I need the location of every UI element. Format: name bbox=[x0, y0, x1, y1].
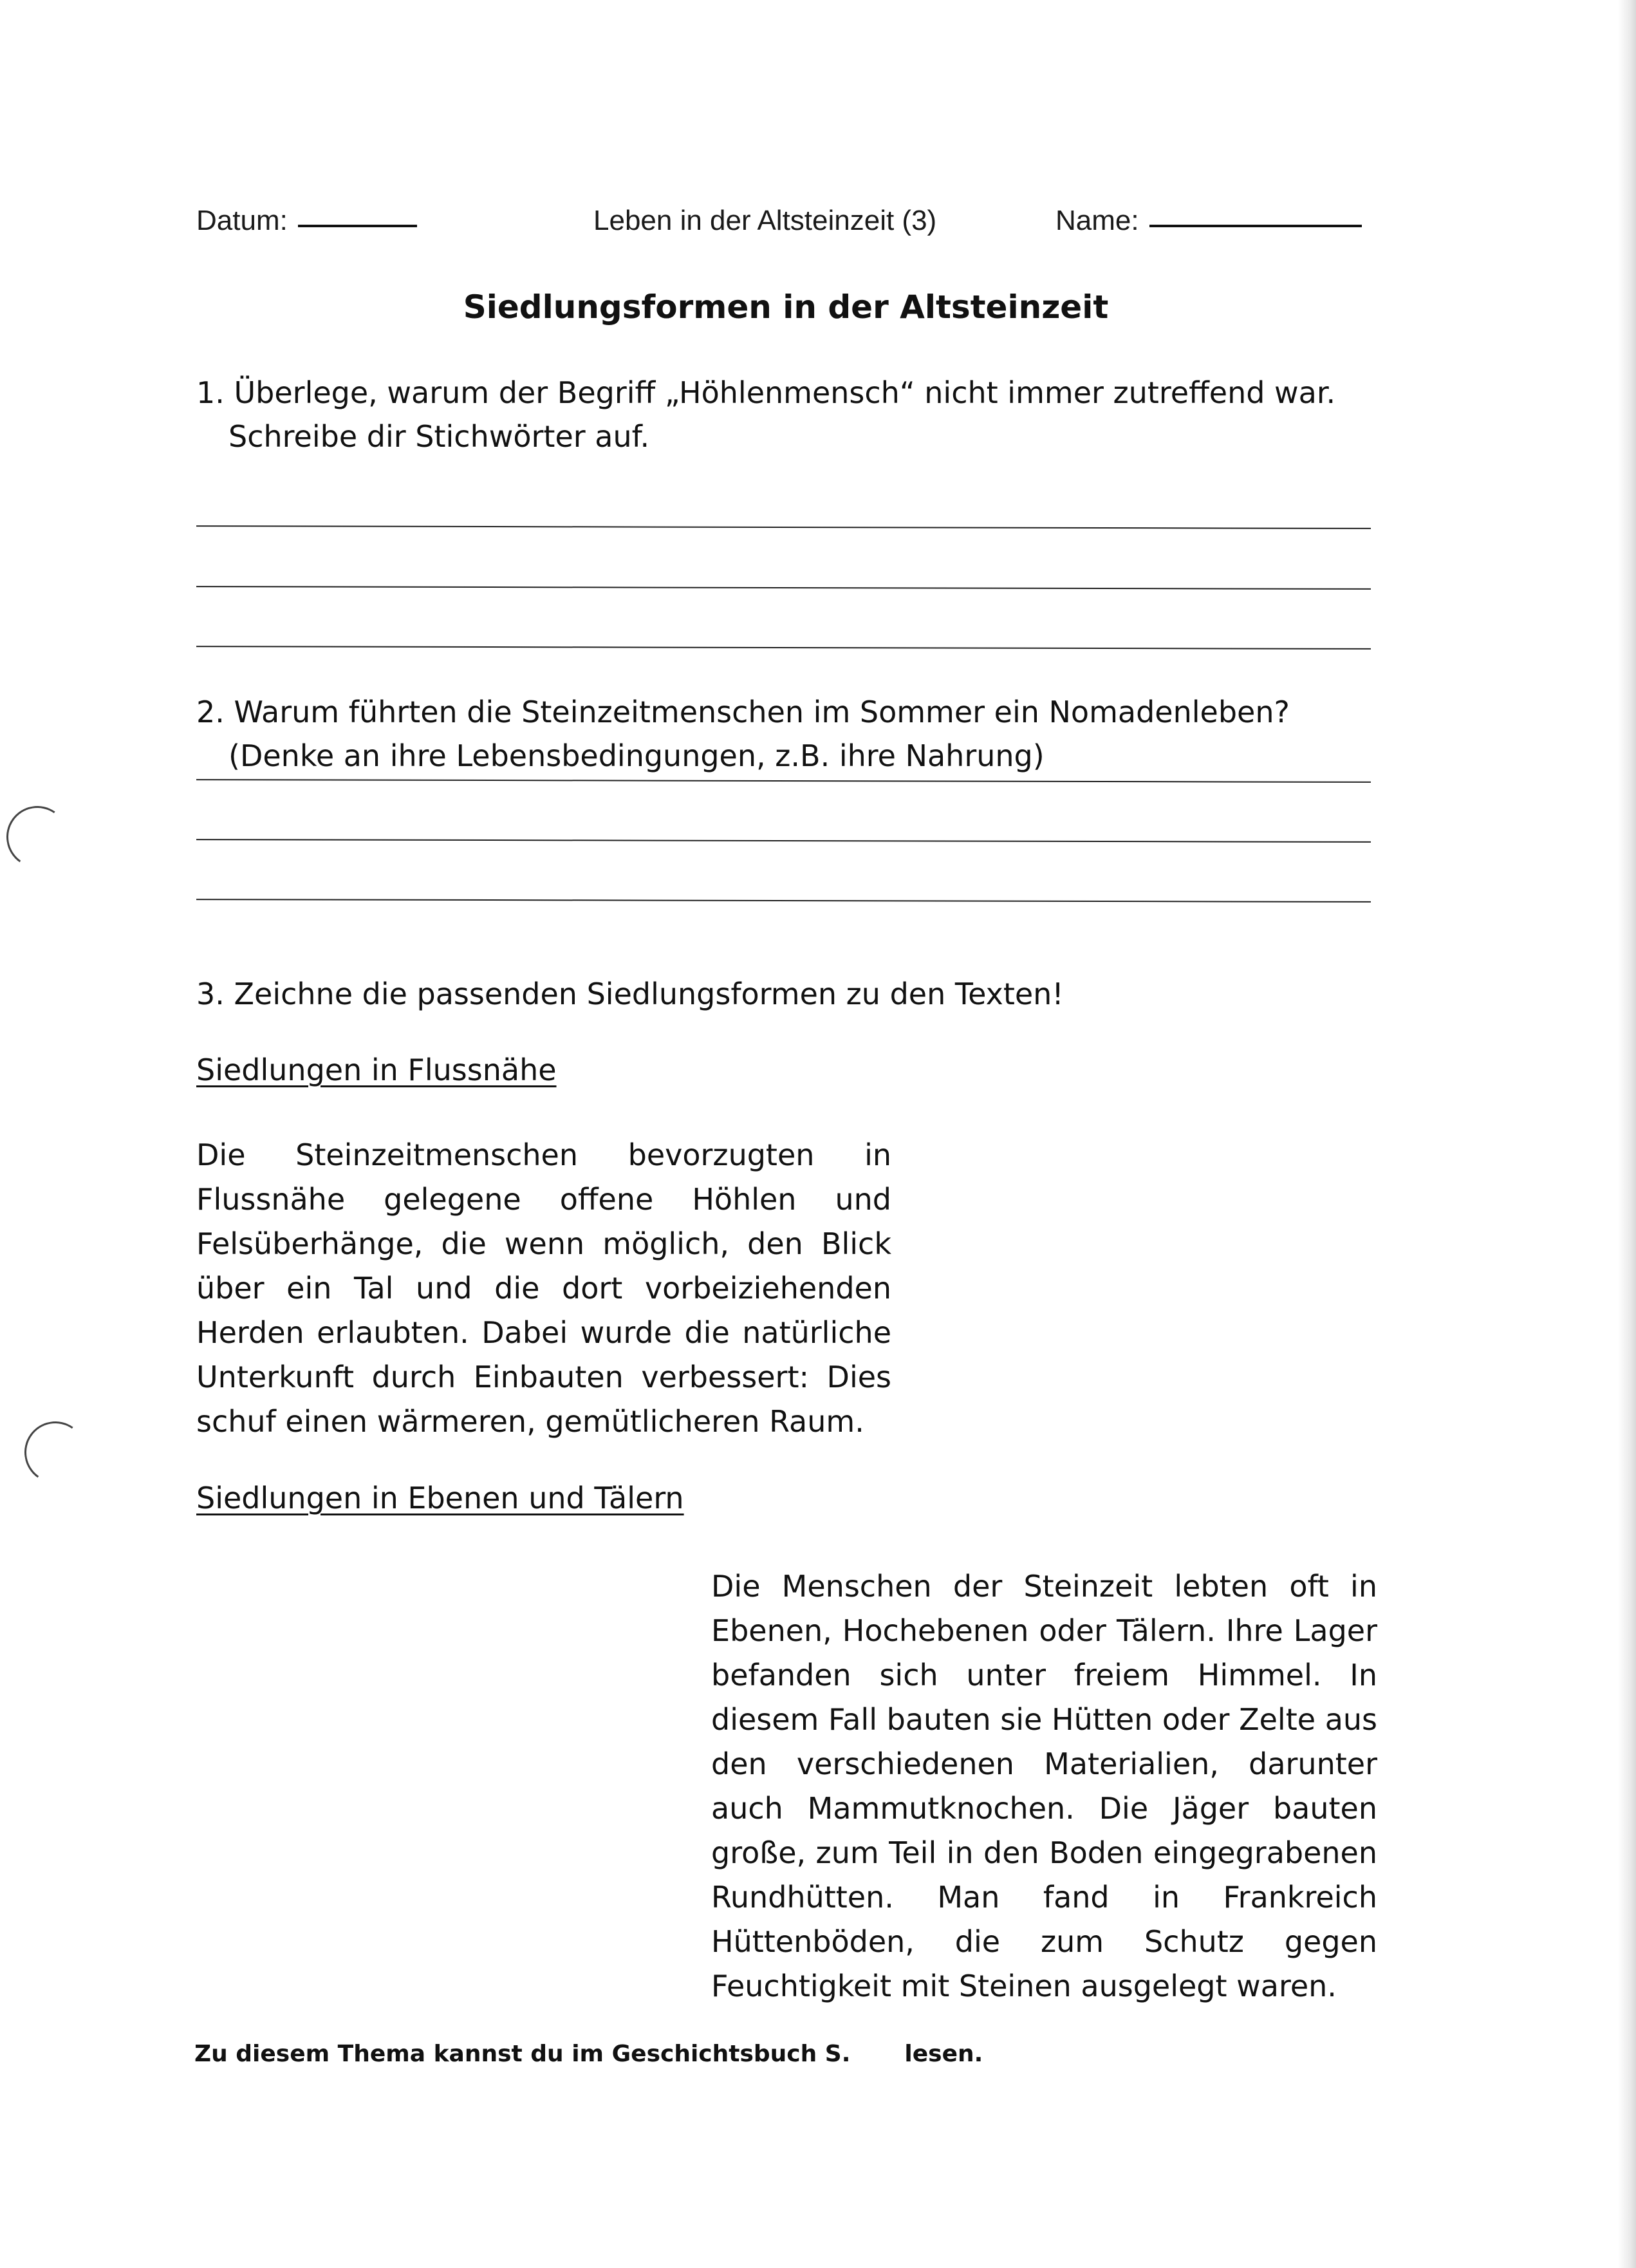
page-title: Siedlungsformen in der Altsteinzeit bbox=[463, 288, 1109, 326]
section-heading-plains: Siedlungen in Ebenen und Tälern bbox=[196, 1481, 684, 1515]
task-1 bbox=[196, 371, 1335, 458]
name-label: Name: bbox=[1055, 205, 1139, 236]
punch-hole-lower bbox=[19, 1416, 91, 1488]
section-text-plains: Die Menschen der Steinzeit lebten oft in Ebenen, Hochebenen oder Tälern. Ihre Lager befanden sich unter freiem Himmel. In diesem Fall bauten sie Hütten oder Zelte aus den verschiedenen Materialien, darunter auch Mammutknochen. Die Jäger bauten große, zum Teil in den Boden eingegrabenen Rundhütten. Man fand in Frankreich Hüttenböden, die zum Schutz gegen Feuchtigkeit mit Steinen ausgelegt waren. bbox=[711, 1569, 1377, 2003]
answer-line-1a[interactable] bbox=[196, 525, 1371, 529]
task-1-line-1: Überlege, warum der Begriff „Höhlenmensch“ nicht immer zutreffend war. bbox=[234, 375, 1336, 410]
answer-line-2c[interactable] bbox=[196, 899, 1371, 903]
task-1-number: 1. bbox=[196, 375, 225, 410]
datum-field bbox=[196, 205, 417, 237]
drawing-area-plains[interactable] bbox=[196, 1551, 685, 2002]
name-field bbox=[1055, 205, 1362, 237]
drawing-area-river[interactable] bbox=[914, 1120, 1377, 1442]
task-3 bbox=[196, 972, 1064, 1016]
section-text-river: Die Steinzeitmenschen bevorzugten in Flussnähe gelegene offene Höhlen und Felsüberhänge, die wenn möglich, den Blick über ein Tal und die dort vorbeiziehenden Herden erlaubten. Dabei wurde die natürliche Unterkunft durch Einbauten verbessert: Dies schuf einen wärmeren, gemütlicheren Raum. bbox=[196, 1138, 891, 1439]
name-blank[interactable] bbox=[1149, 225, 1362, 227]
answer-line-2b[interactable] bbox=[196, 839, 1371, 843]
section-heading-river: Siedlungen in Flussnähe bbox=[196, 1053, 557, 1087]
series-title: Leben in der Altsteinzeit (3) bbox=[593, 205, 937, 236]
footer-text-before: Zu diesem Thema kannst du im Geschichtsbuch S. bbox=[194, 2041, 851, 2067]
answer-line-1c[interactable] bbox=[196, 646, 1371, 650]
answer-line-1b[interactable] bbox=[196, 586, 1371, 590]
task-3-line-1: Zeichne die passenden Siedlungsformen zu den Texten! bbox=[234, 977, 1064, 1011]
task-2 bbox=[196, 690, 1290, 778]
task-2-number: 2. bbox=[196, 695, 225, 729]
task-1-line-2: Schreibe dir Stichwörter auf. bbox=[228, 419, 650, 454]
footer-text-after: lesen. bbox=[904, 2041, 983, 2067]
task-2-line-2: (Denke an ihre Lebensbedingungen, z.B. ihre Nahrung) bbox=[228, 738, 1045, 773]
punch-hole-upper bbox=[1, 801, 73, 872]
answer-line-2a[interactable] bbox=[196, 779, 1371, 783]
page-edge bbox=[1618, 0, 1636, 2268]
task-3-number: 3. bbox=[196, 977, 225, 1011]
task-2-line-1: Warum führten die Steinzeitmenschen im Sommer ein Nomadenleben? bbox=[234, 695, 1290, 729]
datum-blank[interactable] bbox=[298, 225, 417, 227]
footer-note bbox=[194, 2041, 983, 2067]
datum-label: Datum: bbox=[196, 205, 288, 236]
